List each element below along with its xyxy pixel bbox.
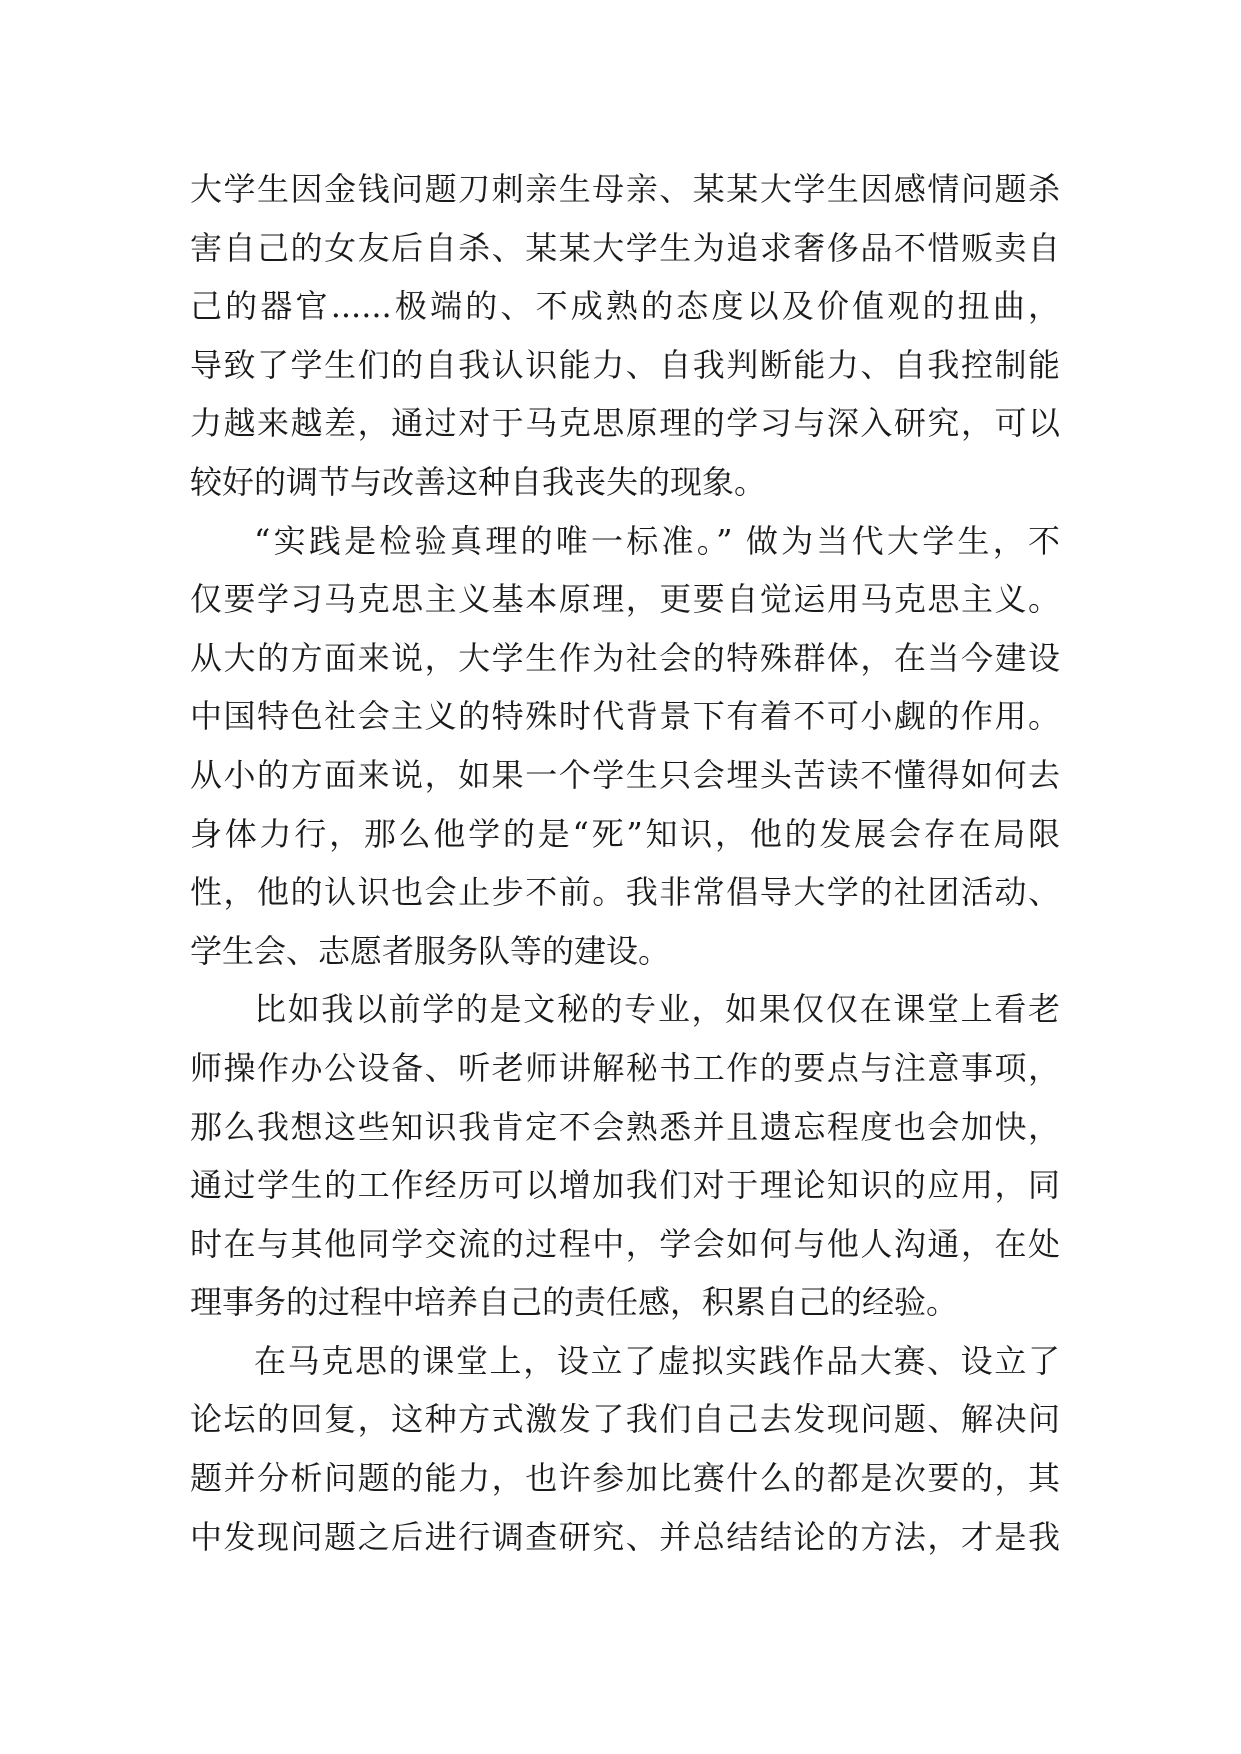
text-line: 导致了学生们的自我认识能力、自我判断能力、自我控制能 xyxy=(190,345,1060,384)
text-line: 大学生因金钱问题刀刺亲生母亲、某某大学生因感情问题杀 xyxy=(190,170,1060,208)
text-line: 力越来越差，通过对于马克思原理的学习与深入研究，可以 xyxy=(190,404,1060,443)
text-line: 较好的调节与改善这种自我丧失的现象。 xyxy=(190,462,767,501)
text-line: 论坛的回复，这种方式激发了我们自己去发现问题、解决问 xyxy=(190,1400,1060,1439)
text-line: 通过学生的工作经历可以增加我们对于理论知识的应用，同 xyxy=(190,1166,1060,1205)
text-line: 身体力行，那么他学的是“死”知识，他的发展会存在局限 xyxy=(190,814,1060,853)
text-line: 题并分析问题的能力，也许参加比赛什么的都是次要的，其 xyxy=(190,1459,1060,1498)
document-body xyxy=(190,160,1060,1566)
text-line: 那么我想这些知识我肯定不会熟悉并且遗忘程度也会加快， xyxy=(190,1107,1060,1146)
text-line: 己的器官......极端的、不成熟的态度以及价值观的扭曲， xyxy=(190,287,1060,326)
text-line: 从大的方面来说，大学生作为社会的特殊群体，在当今建设 xyxy=(190,638,1060,677)
text-line: 从小的方面来说，如果一个学生只会埋头苦读不懂得如何去 xyxy=(190,755,1060,794)
paragraph-3 xyxy=(190,980,1060,1332)
paragraph-4 xyxy=(190,1332,1060,1566)
text-line: 师操作办公设备、听老师讲解秘书工作的要点与注意事项， xyxy=(190,1048,1060,1087)
text-line: 仅要学习马克思主义基本原理，更要自觉运用马克思主义。 xyxy=(190,580,1060,619)
paragraph-2 xyxy=(190,512,1060,981)
text-line: 在马克思的课堂上，设立了虚拟实践作品大赛、设立了 xyxy=(254,1341,1060,1380)
text-line: 比如我以前学的是文秘的专业，如果仅仅在课堂上看老 xyxy=(254,990,1060,1029)
text-line: 害自己的女友后自杀、某某大学生为追求奢侈品不惜贩卖自 xyxy=(190,228,1060,267)
paragraph-1 xyxy=(190,160,1060,512)
text-line: 中发现问题之后进行调查研究、并总结结论的方法，才是我 xyxy=(190,1517,1060,1556)
text-line: 性，他的认识也会止步不前。我非常倡导大学的社团活动、 xyxy=(190,873,1060,912)
text-line: 时在与其他同学交流的过程中，学会如何与他人沟通，在处 xyxy=(190,1224,1060,1263)
text-line: 中国特色社会主义的特殊时代背景下有着不可小觑的作用。 xyxy=(190,697,1060,736)
text-line: 学生会、志愿者服务队等的建设。 xyxy=(190,931,671,970)
text-line: “实践是检验真理的唯一标准。” 做为当代大学生，不 xyxy=(254,521,1060,560)
text-line: 理事务的过程中培养自己的责任感，积累自己的经验。 xyxy=(190,1283,959,1322)
